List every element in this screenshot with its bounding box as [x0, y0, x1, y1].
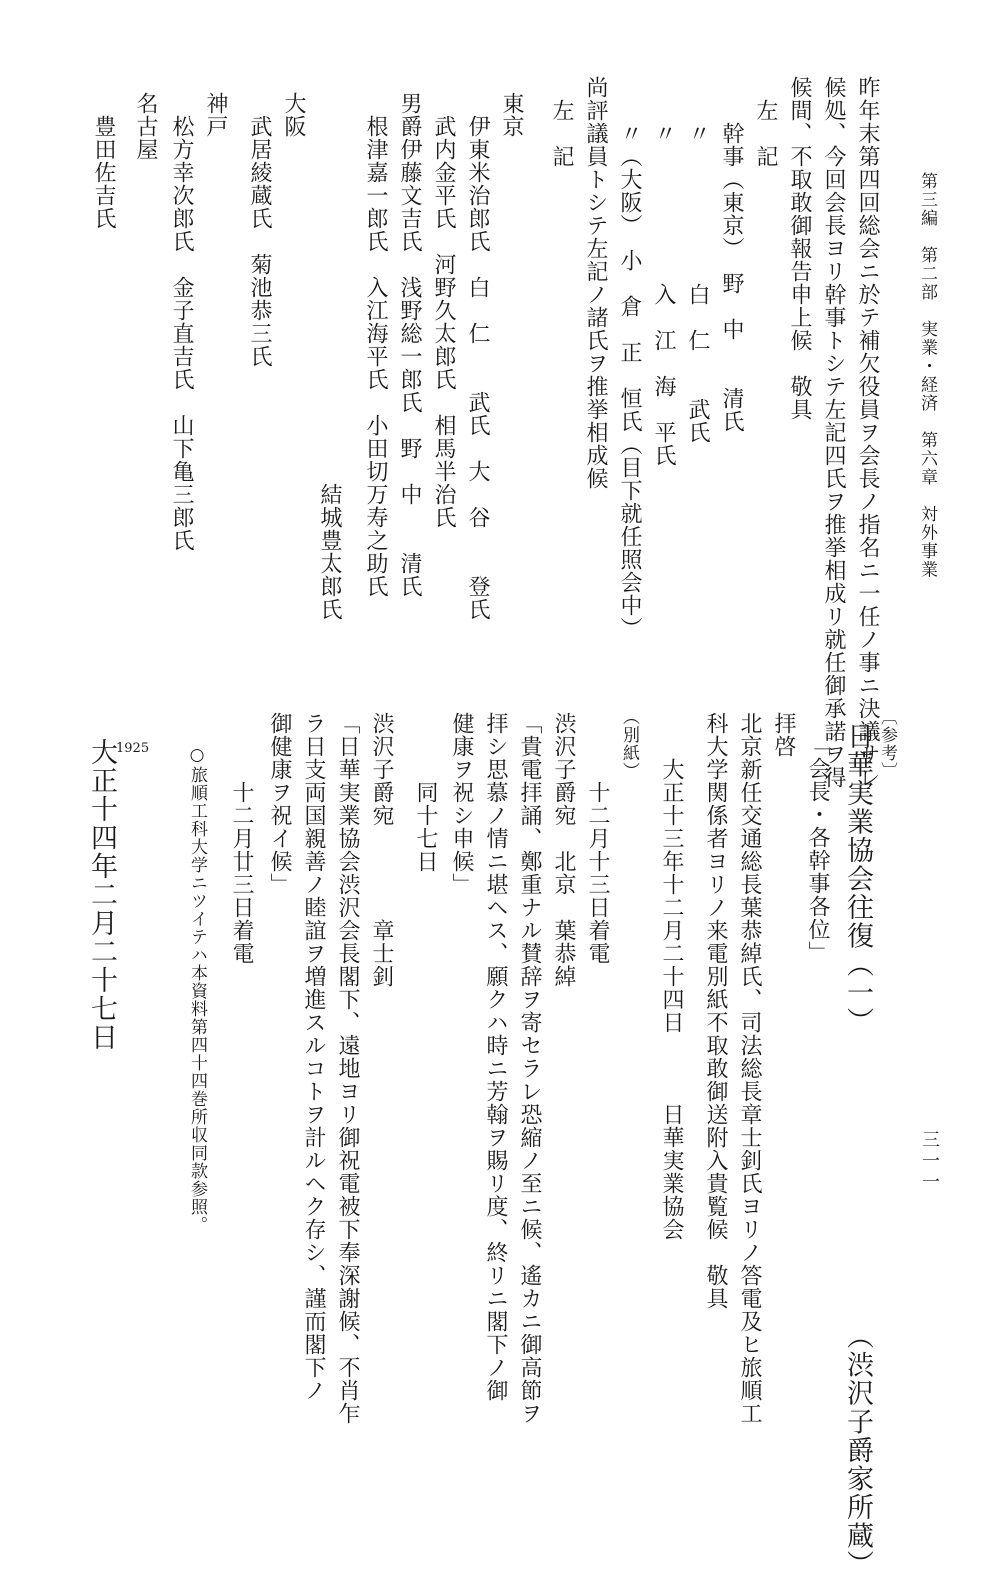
text-column: 〃（大阪） 小 倉 正 恒氏（目下就任照会中） [617, 76, 642, 640]
text-column: 豊田佐吉氏 [91, 92, 116, 230]
text-column: 拝シ思慕ノ情ニ堪ヘス、願クハ時ニ芳翰ヲ賜リ度、終リニ閣下ノ御 [483, 712, 508, 1402]
text-column: 大阪 [281, 92, 306, 138]
text-column: 十二月廿三日着電 [229, 712, 254, 965]
text-column: 伊東米治郎氏 白 仁 武氏 大 谷 登氏 [465, 92, 490, 621]
text-column: 渋沢子爵宛 北京 葉恭綽 [551, 712, 576, 988]
text-column: 幹事（東京） 野 中 清氏 [719, 76, 744, 433]
section-label: （別紙） [619, 708, 639, 780]
text-column: 神戸 [203, 92, 228, 138]
page-number: 三一一 [919, 1130, 940, 1193]
text-column: 「会長・各幹事各位」 [805, 722, 830, 964]
text-column: 武内金平氏 河野久太郎氏 相馬半治氏 [431, 92, 456, 529]
section-title: 日華実業協会往復（一） （渋沢子爵家所蔵） [842, 722, 873, 1579]
text-column: 同十七日 [413, 712, 438, 873]
text-column: 結城豊太郎氏 [317, 92, 342, 621]
text-column: 科大学関係者ヨリノ来電別紙不取敢御送附入貴覧候 敬具 [703, 712, 728, 1310]
text-column: 大正十三年十二月二十四日 日華実業協会 [659, 712, 684, 1241]
text-column: 左 記 [753, 76, 778, 168]
text-column: 根津嘉一郎氏 入江海平氏 小田切万寿之助氏 [363, 92, 388, 598]
text-column: 拝啓 [771, 712, 796, 758]
text-column: 松方幸次郎氏 金子直吉氏 山下亀三郎氏 [169, 92, 194, 552]
date-year: 1925 [116, 741, 150, 756]
text-column: 〃 入 江 海 平氏 [651, 76, 676, 467]
section-label: 〔参考〕 [877, 708, 897, 780]
text-column: 昨年末第四回総会ニ於テ補欠役員ヲ会長ノ指名ニ一任ノ事ニ決議サレ [855, 76, 880, 789]
text-column: 尚評議員トシテ左記ノ諸氏ヲ推挙相成候 [583, 76, 608, 490]
text-column: 武居綾蔵氏 菊池恭三氏 [247, 92, 272, 368]
text-column: 健康ヲ祝シ申候」 [449, 712, 474, 896]
text-column: 東京 [499, 92, 524, 138]
text-column: 候間、不取敢御報告申上候 敬具 [787, 76, 812, 421]
text-column: 十二月十三日着電 [585, 712, 610, 965]
text-column: 左 記 [549, 76, 574, 168]
text-column: 渋沢子爵宛 章士釗 [369, 712, 394, 988]
text-column: 北京新任交通総長葉恭綽氏、司法総長章士釗氏ヨリノ答電及ヒ旅順工 [737, 712, 762, 1425]
text-column: 御健康ヲ祝イ候」 [267, 712, 292, 896]
text-column: 〃 白 仁 武氏 [685, 76, 710, 444]
text-column: 候処、今回会長ヨリ幹事トシテ左記四氏ヲ推挙相成リ就任御承諾ヲ得 [821, 76, 846, 789]
text-column: ラ日支両国親善ノ睦誼ヲ増進スルコトヲ計ルヘク存シ、謹而閣下ノ [301, 712, 326, 1402]
text-column: 「貴電拝誦、鄭重ナル賛辞ヲ寄セラレ恐縮ノ至ニ候、遙カニ御高節ヲ [517, 712, 542, 1425]
text-column: 名古屋 [133, 92, 158, 161]
footnote: ○旅順工科大学ニツイテハ本資料第四十四巻所収同款参照。 [187, 745, 207, 1234]
text-column: 男爵伊藤文吉氏 浅野総一郎氏 野 中 清氏 [397, 92, 422, 598]
text-column: 「日華実業協会渋沢会長閣下、遠地ヨリ御祝電被下奉深謝候、不肖乍 [335, 712, 360, 1425]
date-line: 大正十四年二月二十七日 [86, 738, 117, 1052]
running-title: 第三編 第二部 実業・経済 第六章 対外事業 [917, 172, 937, 579]
